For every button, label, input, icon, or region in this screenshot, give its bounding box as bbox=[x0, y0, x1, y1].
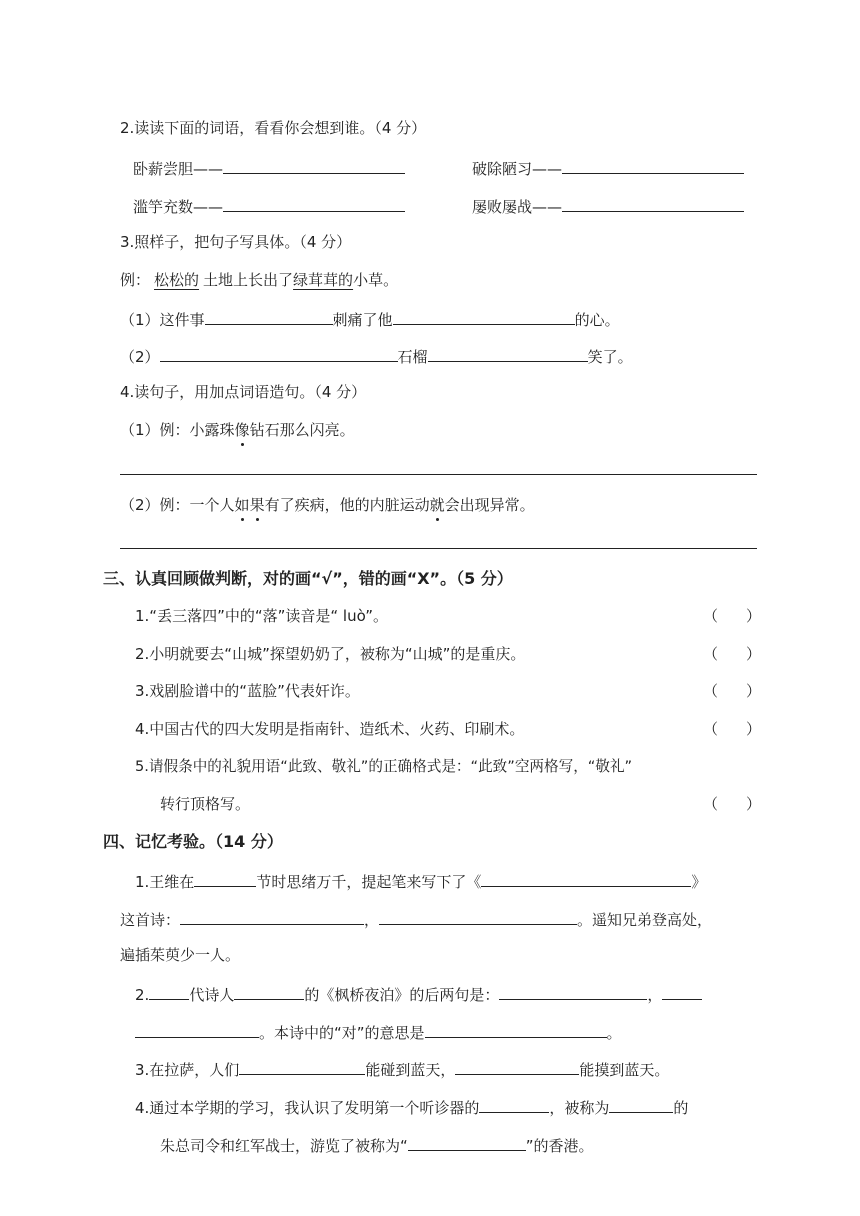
paren-close: ） bbox=[746, 720, 762, 738]
memory-q2-text-b: 代诗人 bbox=[189, 986, 235, 1004]
q2-item-2 bbox=[472, 157, 744, 179]
q3-example-prefix: 例： bbox=[120, 271, 151, 289]
q4-s2-text-a: （2）例：一个人 bbox=[120, 496, 235, 514]
q3-s1-text-b: 刺痛了他 bbox=[332, 311, 393, 329]
q4-s1-text-a: （1）例：小露珠 bbox=[120, 421, 235, 439]
q2-item-3 bbox=[133, 195, 405, 217]
memory-q1-blank-line-1[interactable] bbox=[180, 908, 364, 925]
memory-q2-blank-line-2-end[interactable] bbox=[135, 1021, 259, 1038]
memory-q4-blank-inventor[interactable] bbox=[479, 1096, 549, 1113]
q4-answer-line-2[interactable] bbox=[120, 548, 757, 549]
memory-q3-text-b: 能碰到蓝天， bbox=[365, 1061, 456, 1079]
q2-answer-blank-1[interactable] bbox=[223, 157, 405, 174]
memory-q2-text-d: ， bbox=[647, 986, 663, 1004]
judge-item-2: 2.小明就要去“山城”探望奶奶了，被称为“山城”的是重庆。 bbox=[135, 645, 526, 663]
q4-s2-dotted-word-2: 果 bbox=[249, 496, 265, 514]
q4-sentence-1 bbox=[120, 420, 355, 440]
memory-q1-line-3: 遍插茱萸少一人。 bbox=[120, 946, 241, 964]
q3-s2-text-b: 石榴 bbox=[397, 348, 428, 366]
q3-title: 3.照样子，把句子写具体。（4 分） bbox=[120, 233, 352, 251]
q2-item-4-label: 屡败屡战—— bbox=[472, 198, 563, 216]
memory-q2-line-2 bbox=[135, 1021, 622, 1043]
q4-s1-dotted-word: 像 bbox=[234, 421, 250, 439]
q3-s1-blank-1[interactable] bbox=[205, 308, 333, 325]
memory-q2-blank-poet[interactable] bbox=[234, 983, 304, 1000]
q3-s2-blank-1[interactable] bbox=[160, 345, 398, 362]
memory-q2-text-e: 。本诗中的“对”的意思是 bbox=[259, 1024, 425, 1042]
memory-q2-blank-meaning[interactable] bbox=[425, 1021, 607, 1038]
memory-q4-text-b: ，被称为 bbox=[549, 1099, 610, 1117]
paren-close: ） bbox=[746, 645, 762, 663]
judge-item-4: 4.中国古代的四大发明是指南针、造纸术、火药、印刷术。 bbox=[135, 720, 525, 738]
memory-q4-text-c: 的 bbox=[673, 1099, 689, 1117]
memory-q4-text-a: 4.通过本学期的学习，我认识了发明第一个听诊器的 bbox=[135, 1099, 480, 1117]
q3-example-underlined-2: 绿茸茸的 bbox=[293, 271, 354, 289]
memory-q2-line-1 bbox=[135, 983, 702, 1005]
memory-q2-text-a: 2. bbox=[135, 986, 150, 1004]
q3-s2-blank-2[interactable] bbox=[428, 345, 588, 362]
judge-answer-4[interactable] bbox=[703, 719, 761, 739]
q4-sentence-2 bbox=[120, 495, 535, 515]
q4-s2-dotted-word-1: 如 bbox=[234, 496, 250, 514]
q2-title: 2.读读下面的词语，看看你会想到谁。（4 分） bbox=[120, 119, 427, 137]
memory-q4-text-d: 朱总司令和红军战士，游览了被称为“ bbox=[160, 1137, 408, 1155]
memory-q3-text-a: 3.在拉萨，人们 bbox=[135, 1061, 240, 1079]
judge-answer-2[interactable] bbox=[703, 644, 761, 664]
memory-q4-line-1 bbox=[135, 1096, 688, 1118]
q3-sentence-2 bbox=[120, 345, 633, 367]
memory-q2-blank-dynasty[interactable] bbox=[149, 983, 189, 1000]
section-4-title: 四、记忆考验。（14 分） bbox=[103, 832, 283, 851]
q2-item-1 bbox=[133, 157, 405, 179]
paren-open: （ bbox=[703, 607, 719, 625]
memory-q2-text-f: 。 bbox=[606, 1024, 622, 1042]
q3-s2-text-c: 笑了。 bbox=[587, 348, 633, 366]
memory-q2-blank-line-2-start[interactable] bbox=[662, 983, 702, 1000]
memory-q4-text-e: ”的香港。 bbox=[525, 1137, 594, 1155]
q3-example bbox=[120, 270, 398, 290]
memory-q1-text-d: 这首诗： bbox=[120, 911, 181, 929]
q3-example-end: 小草。 bbox=[353, 271, 399, 289]
memory-q2-text-c: 的《枫桥夜泊》的后两句是： bbox=[304, 986, 500, 1004]
q3-s2-text-a: （2） bbox=[120, 348, 160, 366]
memory-q1-text-a: 1.王维在 bbox=[135, 873, 195, 891]
memory-q1-line-1 bbox=[135, 870, 706, 892]
q2-answer-blank-3[interactable] bbox=[223, 195, 405, 212]
memory-q4-blank-title[interactable] bbox=[609, 1096, 673, 1113]
paren-open: （ bbox=[703, 682, 719, 700]
paren-open: （ bbox=[703, 645, 719, 663]
judge-item-1: 1.“丢三落四”中的“落”读音是“ luò”。 bbox=[135, 607, 389, 625]
q4-s2-text-c: 会出现异常。 bbox=[444, 496, 535, 514]
q3-s1-text-c: 的心。 bbox=[574, 311, 620, 329]
q4-s1-text-b: 钻石那么闪亮。 bbox=[249, 421, 355, 439]
paren-close: ） bbox=[746, 682, 762, 700]
judge-answer-1[interactable] bbox=[703, 606, 761, 626]
paren-open: （ bbox=[703, 795, 719, 813]
q2-answer-blank-4[interactable] bbox=[562, 195, 744, 212]
memory-q1-text-e: ， bbox=[364, 911, 380, 929]
q3-example-underlined-1: 松松的 bbox=[154, 271, 200, 289]
memory-q1-text-f: 。遥知兄弟登高处， bbox=[577, 911, 713, 929]
paren-close: ） bbox=[746, 795, 762, 813]
q4-s2-text-b: 有了疾病，他的内脏运动 bbox=[264, 496, 430, 514]
memory-q1-text-c: 》 bbox=[691, 873, 707, 891]
q3-s1-blank-2[interactable] bbox=[393, 308, 575, 325]
paren-open: （ bbox=[703, 720, 719, 738]
memory-q3-blank-1[interactable] bbox=[239, 1058, 365, 1075]
memory-q3-blank-2[interactable] bbox=[455, 1058, 579, 1075]
memory-q2-blank-line-1[interactable] bbox=[499, 983, 647, 1000]
judge-answer-5[interactable] bbox=[703, 794, 761, 814]
q2-item-1-label: 卧薪尝胆—— bbox=[133, 160, 224, 178]
q3-example-mid: 土地上长出了 bbox=[203, 271, 294, 289]
q3-s1-text-a: （1）这件事 bbox=[120, 311, 205, 329]
q4-s2-dotted-word-3: 就 bbox=[429, 496, 445, 514]
q4-title: 4.读句子，用加点词语造句。（4 分） bbox=[120, 383, 367, 401]
memory-q3-text-c: 能摸到蓝天。 bbox=[579, 1061, 670, 1079]
memory-q1-blank-festival[interactable] bbox=[194, 870, 256, 887]
q3-sentence-1 bbox=[120, 308, 620, 330]
memory-q1-blank-poem-title[interactable] bbox=[481, 870, 691, 887]
memory-q1-blank-line-2[interactable] bbox=[379, 908, 577, 925]
memory-q1-text-b: 节时思绪万千，提起笔来写下了《 bbox=[256, 873, 482, 891]
q2-item-4 bbox=[472, 195, 744, 217]
memory-q4-blank-hongkong[interactable] bbox=[408, 1134, 526, 1151]
q4-answer-line-1[interactable] bbox=[120, 474, 757, 475]
section-3-title: 三、认真回顾做判断，对的画“√”，错的画“X”。（5 分） bbox=[103, 569, 513, 588]
memory-q4-line-2 bbox=[160, 1134, 594, 1156]
q2-item-2-label: 破除陋习—— bbox=[472, 160, 563, 178]
paren-close: ） bbox=[746, 607, 762, 625]
judge-item-3: 3.戏剧脸谱中的“蓝脸”代表奸诈。 bbox=[135, 682, 360, 700]
memory-q1-line-2 bbox=[120, 908, 712, 930]
q2-answer-blank-2[interactable] bbox=[562, 157, 744, 174]
judge-answer-3[interactable] bbox=[703, 681, 761, 701]
q2-item-3-label: 滥竽充数—— bbox=[133, 198, 224, 216]
memory-q3 bbox=[135, 1058, 669, 1080]
judge-item-5: 5.请假条中的礼貌用语“此致、敬礼”的正确格式是：“此致”空两格写，“敬礼” bbox=[135, 758, 633, 775]
judge-item-5-continued: 转行顶格写。 bbox=[160, 795, 251, 813]
